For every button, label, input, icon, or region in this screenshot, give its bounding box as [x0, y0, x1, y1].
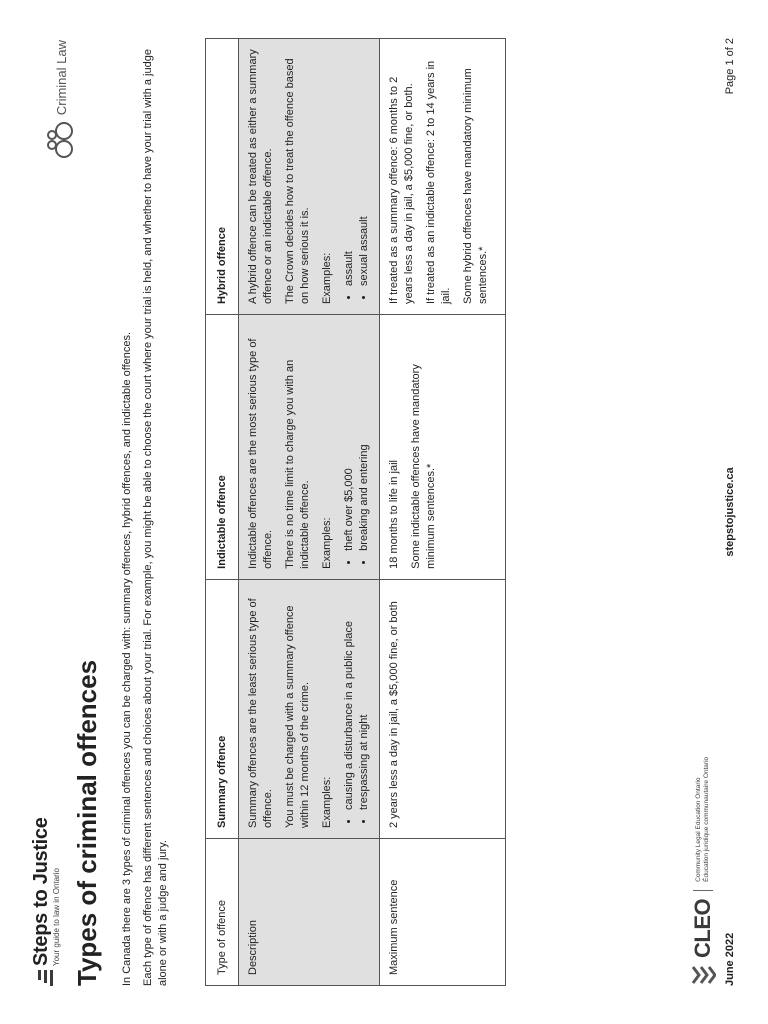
cell-text: You must be charged with a summary offence within 12 months of the crime.	[284, 605, 311, 829]
cell-text: 2 years less a day in jail, a $5,000 fine, or both	[388, 601, 400, 829]
cleo-full-en: Community Legal Education Ontario	[695, 777, 702, 882]
example-item: • breaking and entering	[357, 325, 372, 551]
intro-paragraph: In Canada there are 3 types of criminal offences you can be charged with: summary offences, hybrid offences, and indictable offences.	[121, 331, 133, 986]
examples-list	[342, 325, 372, 569]
sentence-row	[380, 39, 506, 986]
header-type: Type of offence	[206, 839, 239, 986]
cleo-full-name	[695, 757, 711, 882]
examples-list	[342, 49, 372, 304]
cleo-chevrons-icon	[690, 964, 716, 986]
offences-table	[205, 38, 506, 986]
divider	[693, 890, 713, 891]
examples-list	[342, 590, 372, 828]
summary-description-cell	[239, 579, 380, 838]
cell-text: Summary offences are the least serious type of offence.	[247, 598, 274, 829]
cell-text: 18 months to life in jail	[388, 459, 400, 569]
header-hybrid: Hybrid offence	[206, 39, 239, 315]
cell-text: There is no time limit to charge you with an indictable offence.	[284, 359, 311, 569]
header-indictable: Indictable offence	[206, 315, 239, 580]
cell-text: If treated as an indictable offence: 2 to 14 years in jail.	[425, 60, 452, 305]
header-summary: Summary offence	[206, 579, 239, 838]
website-link[interactable]: stepstojustice.ca	[724, 467, 736, 557]
table-header-row	[206, 39, 239, 986]
cleo-full-fr: Éducation juridique communautaire Ontario	[703, 756, 710, 882]
handcuffs-icon	[46, 121, 76, 159]
indictable-description-cell	[239, 315, 380, 580]
logo-tagline: Your guide to law in Ontario	[52, 868, 61, 966]
cleo-logo	[690, 757, 716, 986]
hybrid-description-cell	[239, 39, 380, 315]
page-title: Types of criminal offences	[72, 659, 102, 986]
intro-text	[120, 26, 177, 986]
topic-badge	[46, 40, 76, 159]
cell-text: If treated as a summary offence: 6 months to 2 years less a day in jail, a $5,000 fine, or both.	[388, 76, 415, 305]
cleo-name: CLEO	[690, 898, 715, 958]
topic-label: Criminal Law	[53, 40, 69, 116]
example-item: • causing a disturbance in a public place	[342, 590, 357, 810]
cell-text: The Crown decides how to treat the offence based on how serious it is.	[284, 58, 311, 305]
examples-label: Examples:	[321, 517, 333, 569]
row-label-sentence: Maximum sentence	[380, 839, 506, 986]
examples-label: Examples:	[321, 776, 333, 829]
logo-name: Steps to Justice	[30, 817, 52, 966]
row-label-description: Description	[239, 839, 380, 986]
example-item: • assault	[342, 49, 357, 286]
summary-sentence-cell	[380, 579, 506, 838]
page-number: Page 1 of 2	[724, 38, 736, 95]
cell-text: Some indictable offences have mandatory minimum sentences.*	[410, 364, 437, 569]
page-footer	[690, 38, 740, 986]
cell-text: A hybrid offence can be treated as either a summary offence or an indictable offence.	[247, 49, 274, 305]
publication-date: June 2022	[724, 932, 736, 986]
logo-stairs-icon	[38, 970, 56, 986]
cell-text: Indictable offences are the most serious type of offence.	[247, 338, 274, 569]
cell-text: Some hybrid offences have mandatory minimum sentences.*	[462, 68, 489, 305]
examples-label: Examples:	[321, 252, 333, 305]
description-row	[239, 39, 380, 986]
intro-paragraph: Each type of offence has different sentences and choices about your trial. For example, you might be able to choose the court where your trial is held, and whether to have your trial with a judge alone or with a judge and jury.	[142, 49, 169, 986]
indictable-sentence-cell	[380, 315, 506, 580]
example-item: • theft over $5,000	[342, 325, 357, 551]
example-item: • sexual assault	[357, 49, 372, 286]
hybrid-sentence-cell	[380, 39, 506, 315]
example-item: • trespassing at night	[357, 590, 372, 810]
